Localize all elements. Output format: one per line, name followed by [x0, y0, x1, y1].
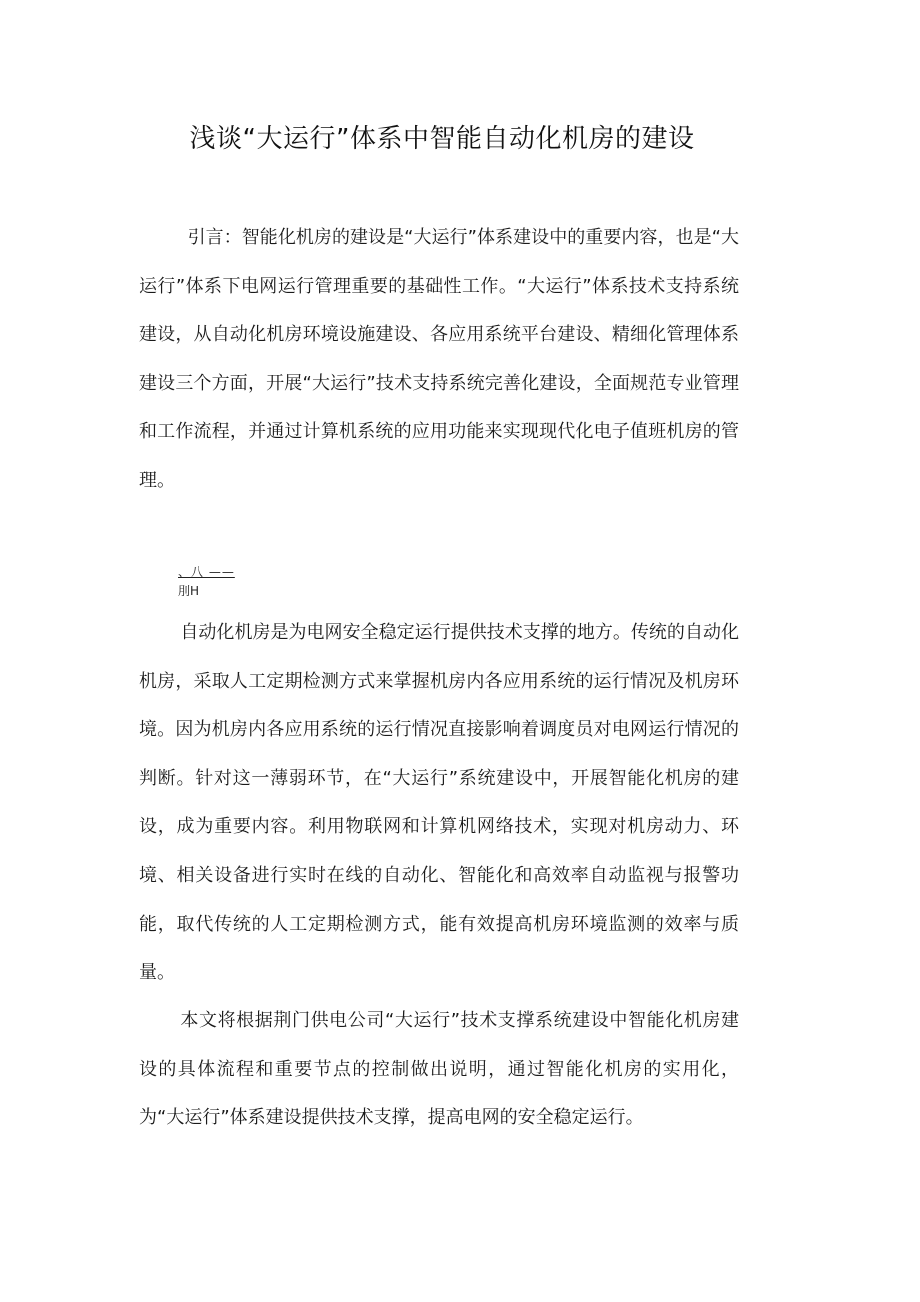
- section-heading-foreword: [178, 563, 258, 601]
- body-paragraph-2: 本文将根据荆门供电公司“大运行”技术支撑系统建设中智能化机房建设的具体流程和重要节点的控制做出说明，通过智能化机房的实用化，为“大运行”体系建设提供技术支撑，提高电网的安全稳定运行。: [139, 1010, 739, 1129]
- heading-fragment-line1: 、八 ——: [178, 565, 235, 579]
- body-paragraph-1: 自动化机房是为电网安全稳定运行提供技术支撑的地方。传统的自动化机房，采取人工定期检测方式来掌握机房内各应用系统的运行情况及机房环境。因为机房内各应用系统的运行情况直接影响着调度员对电网运行情况的判断。针对这一薄弱环节，在“大运行”系统建设中，开展智能化机房的建设，成为重要内容。利用物联网和计算机网络技术，实现对机房动力、环境、相关设备进行实时在线的自动化、智能化和高效率自动监视与报警功能，取代传统的人工定期检测方式，能有效提高机房环境监测的效率与质量。: [139, 622, 739, 984]
- intro-paragraph: 引言：智能化机房的建设是“大运行”体系建设中的重要内容，也是“大运行”体系下电网运行管理重要的基础性工作。“大运行”体系技术支持系统建设，从自动化机房环境设施建设、各应用系统平台建设、精细化管理体系建设三个方面，开展“大运行”技术支持系统完善化建设，全面规范专业管理和工作流程，并通过计算机系统的应用功能来实现现代化电子值班机房的管理。: [139, 227, 739, 491]
- document-title: 浅谈“大运行”体系中智能自动化机房的建设: [189, 124, 695, 154]
- heading-fragment-line2: 刖H: [178, 584, 200, 598]
